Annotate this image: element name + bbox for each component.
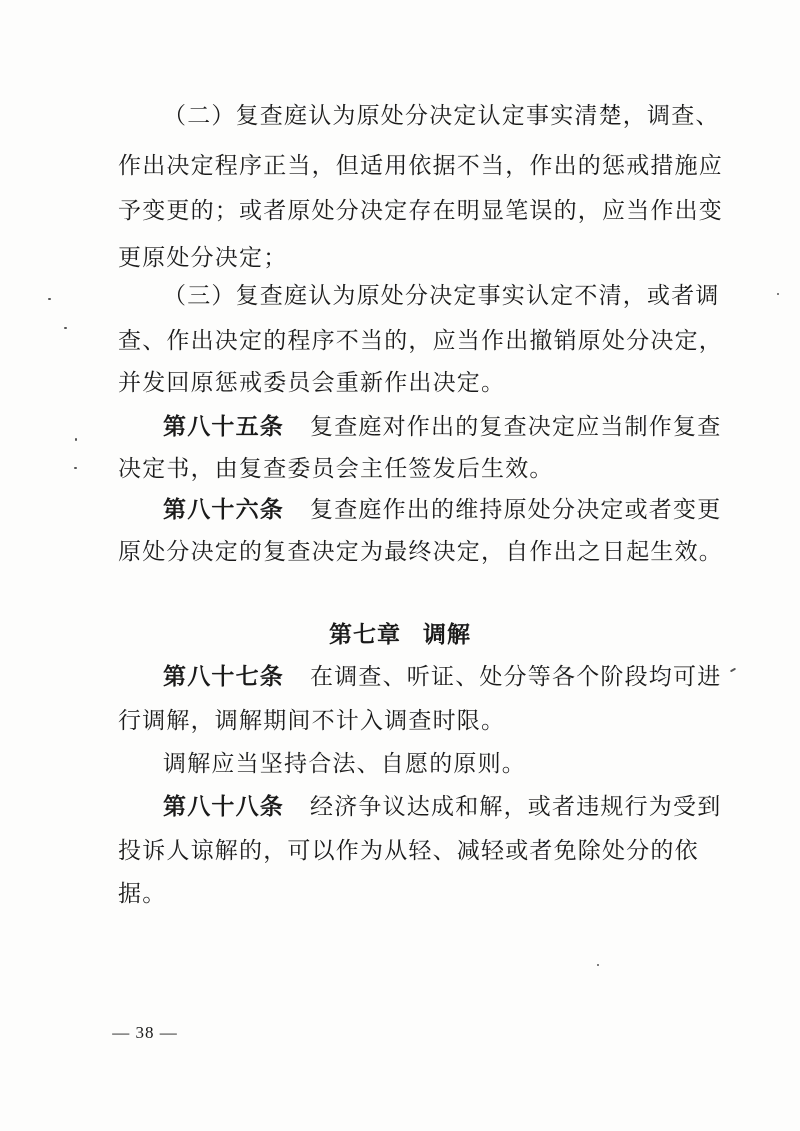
article-88-line-3: 据。 (118, 881, 167, 907)
article-85-line-1 (163, 412, 721, 442)
text-line-4: 更原处分决定； (118, 245, 288, 271)
text-line-6: 查、作出决定的程序不当的，应当作出撤销原处分决定， (118, 328, 723, 354)
article-85-label: 第八十五条 (163, 414, 284, 440)
article-85-text: 复查庭对作出的复查决定应当制作复查 (310, 414, 722, 440)
page-number: — 38 — (112, 1023, 178, 1042)
article-88-line-2: 投诉人谅解的，可以作为从轻、减轻或者免除处分的依 (118, 838, 699, 864)
scan-speck (597, 964, 599, 966)
article-86-label: 第八十六条 (163, 497, 284, 523)
article-85-line-2: 决定书，由复查委员会主任签发后生效。 (118, 456, 554, 482)
text-line-1: （二）复查庭认为原处分决定认定事实清楚，调查、 (163, 103, 720, 129)
chapter-number: 第七章 (329, 622, 401, 648)
article-86-line-1 (163, 495, 721, 525)
article-87-line-1 (163, 662, 721, 692)
scan-speck (74, 467, 77, 469)
chapter-name: 调解 (423, 622, 471, 648)
scan-speck (64, 327, 67, 329)
article-87-para-2: 调解应当坚持合法、自愿的原则。 (163, 751, 526, 777)
scan-speck (48, 298, 51, 300)
scan-speck (730, 668, 736, 673)
scan-speck (75, 438, 77, 441)
text-line-2: 作出决定程序正当，但适用依据不当，作出的惩戒措施应 (118, 153, 723, 179)
article-87-line-2: 行调解，调解期间不计入调查时限。 (118, 708, 506, 734)
article-86-line-2: 原处分决定的复查决定为最终决定，自作出之日起生效。 (118, 539, 723, 565)
text-line-5: （三）复查庭认为原处分决定事实认定不清，或者调 (163, 283, 720, 309)
chapter-heading (0, 620, 800, 650)
text-line-7: 并发回原惩戒委员会重新作出决定。 (118, 370, 506, 396)
article-88-label: 第八十八条 (163, 794, 284, 820)
text-line-3: 予变更的；或者原处分决定存在明显笔误的，应当作出变 (118, 198, 723, 224)
article-86-text: 复查庭作出的维持原处分决定或者变更 (310, 497, 722, 523)
article-88-line-1 (163, 792, 721, 822)
article-87-label: 第八十七条 (163, 664, 284, 690)
scan-speck (777, 293, 779, 295)
article-88-text: 经济争议达成和解，或者违规行为受到 (310, 794, 722, 820)
article-87-text: 在调查、听证、处分等各个阶段均可进 (310, 664, 722, 690)
